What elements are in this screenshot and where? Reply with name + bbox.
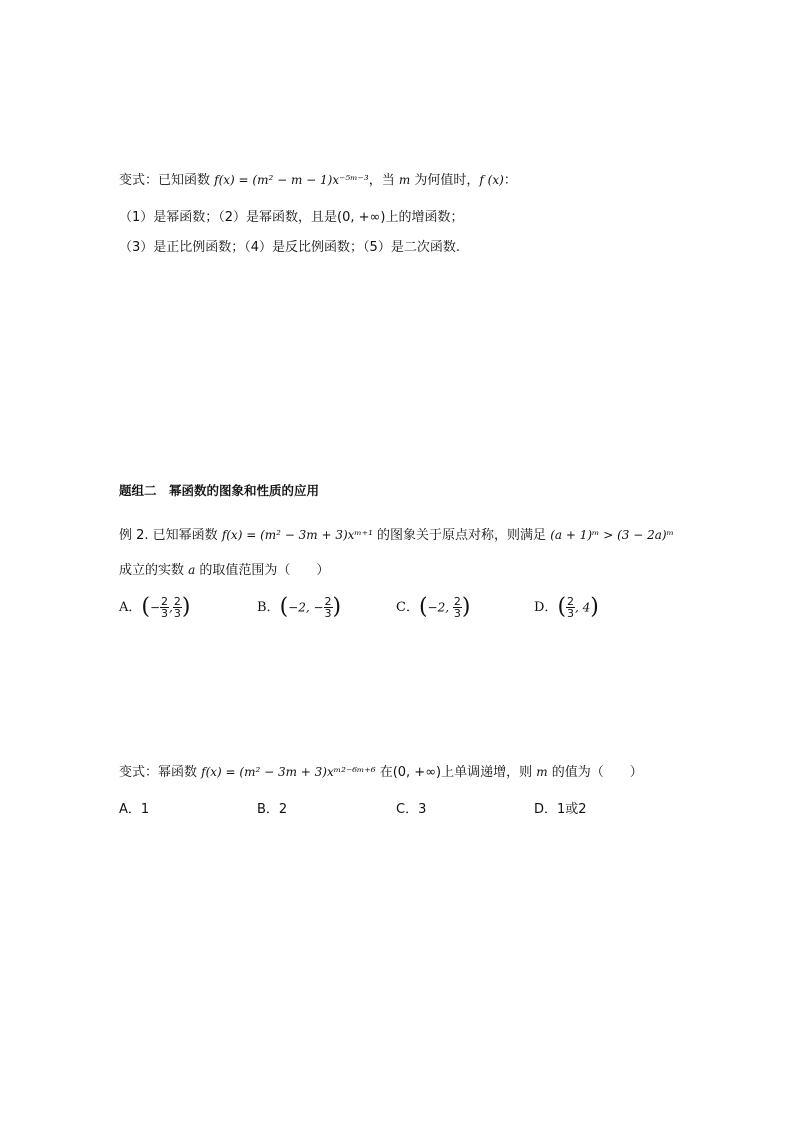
variant2-option-c[interactable]: C．3 [396, 802, 427, 817]
section-title: 题组二 幂函数的图象和性质的应用 [119, 483, 320, 498]
variant2-prefix: 变式：幂函数 [119, 765, 202, 780]
variant2-option-a[interactable]: A．1 [119, 802, 150, 817]
example2-inequality: (a + 1)ᵐ > (3 − 2a)ᵐ [550, 528, 674, 542]
variant1-line2: （1）是幂函数；（2）是幂函数，且是(0, +∞)上的增函数； [119, 210, 464, 225]
variant1-fx: f (x) [479, 173, 504, 187]
example2-option-c[interactable]: C．(−2, $\frac{2}{3}$ ) [396, 594, 471, 620]
example2-line2-suffix: 的取值范围为（ ） [195, 563, 330, 578]
variant2-middle: 在(0, +∞)上单调递增，则 [375, 765, 537, 780]
example2-line2 [119, 561, 329, 580]
variant1-line1 [119, 171, 517, 190]
variant2-var-m: m [536, 765, 548, 779]
example2-option-b[interactable]: B．(−2, − $\frac{2}{3}$ ) [257, 594, 342, 620]
variant1-suffix: ： [503, 173, 517, 188]
variant2-line1 [119, 763, 643, 782]
variant1-line3: （3）是正比例函数；（4）是反比例函数；（5）是二次函数. [119, 240, 460, 255]
variant1-middle: ，当 [368, 173, 399, 188]
example2-middle: 的图象关于原点对称，则满足 [372, 528, 551, 543]
variant2-option-b[interactable]: B．2 [257, 802, 288, 817]
example2-option-a[interactable]: A．(− $\frac{2}{3}$ , $\frac{2}{3}$ ) [119, 594, 191, 620]
example2-option-d[interactable]: D．( $\frac{2}{3}$ , 4) [534, 594, 599, 620]
variant1-formula: f(x) = (m² − m − 1)x⁻⁵ᵐ⁻³ [214, 173, 369, 187]
variant1-prefix: 变式：已知函数 [119, 173, 215, 188]
example2-line2-prefix: 成立的实数 [119, 563, 189, 578]
example2-var-a: a [188, 563, 196, 577]
example2-formula: f(x) = (m² − 3m + 3)xᵐ⁺¹ [221, 528, 373, 542]
variant2-formula: f(x) = (m² − 3m + 3)xᵐ²⁻⁶ᵐ⁺⁶ [201, 765, 376, 779]
variant2-suffix: 的值为（ ） [547, 765, 643, 780]
example2-prefix: 例 2. 已知幂函数 [119, 528, 222, 543]
variant1-middle2: 为何值时， [410, 173, 480, 188]
variant2-option-d[interactable]: D．1或2 [534, 802, 587, 817]
example2-line1 [119, 526, 674, 545]
variant1-var-m: m [398, 173, 411, 187]
